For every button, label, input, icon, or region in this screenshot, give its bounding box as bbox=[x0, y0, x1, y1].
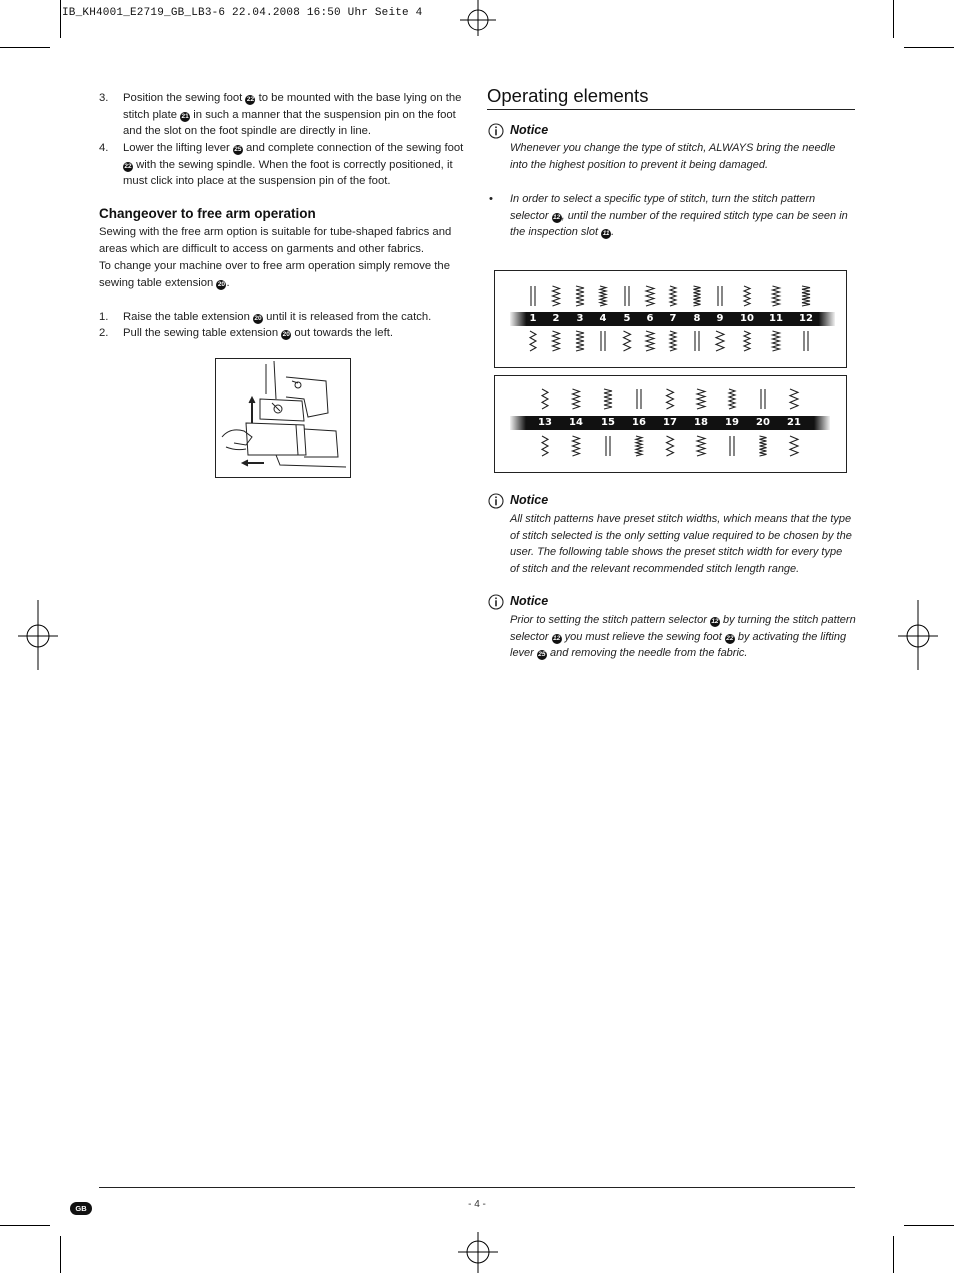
stitch-pattern-icon bbox=[624, 331, 631, 351]
stitch-number: 1 bbox=[529, 313, 537, 324]
crop-registration-mark-icon bbox=[460, 0, 496, 36]
reference-number-badge: 22 bbox=[124, 162, 132, 170]
stitch-number: 15 bbox=[601, 417, 615, 428]
stitch-pattern-panel-1-12 bbox=[494, 270, 847, 368]
title-rule bbox=[487, 109, 855, 110]
stitch-pattern-icon bbox=[530, 331, 536, 351]
text-run: by turning the stitch pattern selector bbox=[510, 614, 856, 643]
stitch-pattern-icon bbox=[600, 286, 606, 306]
stitch-number: 13 bbox=[538, 417, 552, 428]
text-run: out towards the left. bbox=[291, 327, 393, 339]
stitch-pattern-icon bbox=[576, 331, 584, 351]
list-number: 3. bbox=[99, 92, 109, 104]
list-text bbox=[123, 309, 471, 326]
stitch-pattern-icon bbox=[553, 331, 560, 351]
reference-number-badge: 20 bbox=[254, 315, 262, 322]
stitch-pattern-icon bbox=[802, 286, 810, 306]
text-run: In order to select a specific type of stitch, turn the stitch pattern selector bbox=[510, 193, 816, 222]
reference-number-badge: 12 bbox=[552, 634, 561, 642]
stitch-pattern-icon bbox=[542, 389, 548, 409]
stitch-pattern-icon bbox=[625, 286, 629, 306]
stitch-pattern-icon bbox=[573, 389, 580, 409]
list-number: 1. bbox=[99, 311, 109, 323]
crop-mark bbox=[904, 47, 954, 48]
text-run: and complete connection of the sewing foot bbox=[242, 142, 464, 154]
text-run: Position the sewing foot bbox=[123, 92, 246, 104]
text-run: Raise the table extension bbox=[123, 311, 253, 323]
stitch-number: 21 bbox=[787, 417, 801, 428]
reference-number-badge: 22 bbox=[246, 96, 255, 103]
stitch-pattern-icon bbox=[773, 286, 780, 306]
stitch-number: 2 bbox=[552, 313, 560, 324]
section-heading: Changeover to free arm operation bbox=[99, 206, 316, 221]
stitch-number: 18 bbox=[694, 417, 708, 428]
info-circle-icon bbox=[488, 123, 504, 139]
stitch-pattern-icon bbox=[697, 436, 705, 456]
text-run: , until the number of the required stitch type can be seen in the inspection slot bbox=[510, 209, 848, 239]
stitch-number: 16 bbox=[632, 417, 646, 428]
stitch-pattern-panel-13-21 bbox=[494, 375, 847, 473]
stitch-pattern-icon bbox=[670, 331, 676, 351]
crop-mark bbox=[60, 0, 61, 38]
stitch-pattern-icon bbox=[694, 286, 701, 306]
crop-registration-mark-icon bbox=[458, 1232, 498, 1273]
notice-text bbox=[510, 612, 856, 662]
stitch-number: 7 bbox=[669, 313, 677, 324]
page-number: - 4 - bbox=[468, 1199, 486, 1210]
notice-heading: Notice bbox=[510, 594, 549, 608]
notice-heading: Notice bbox=[510, 123, 549, 137]
crop-registration-mark-icon bbox=[898, 600, 938, 670]
reference-number-badge: 11 bbox=[602, 230, 610, 238]
stitch-pattern-icon bbox=[667, 436, 674, 456]
stitch-pattern-icon bbox=[718, 286, 722, 306]
paragraph: Sewing with the free arm option is suitable for tube-shaped fabrics and areas which are difficult to access on garments and other fabrics. bbox=[99, 226, 452, 255]
text-run: in such a manner that the suspension pin on the foot and the slot on the foot spindle are directly in line. bbox=[123, 108, 456, 138]
stitch-number: 6 bbox=[646, 313, 654, 324]
notice-text: Whenever you change the type of stitch, ALWAYS bring the needle into the highest position to prevent it being damaged. bbox=[510, 142, 836, 171]
stitch-pattern-icon bbox=[646, 286, 654, 306]
stitch-number: 8 bbox=[693, 313, 701, 324]
text-run: by activating the lifting lever bbox=[510, 630, 847, 660]
text-run: Pull the sewing table extension bbox=[123, 327, 282, 339]
stitch-number: 12 bbox=[799, 313, 813, 324]
stitch-pattern-icon bbox=[804, 331, 808, 351]
stitch-number: 19 bbox=[725, 417, 739, 428]
stitch-pattern-icon bbox=[697, 389, 705, 409]
stitch-pattern-icon bbox=[573, 436, 580, 456]
print-slug: IB_KH4001_E2719_GB_LB3-6 22.04.2008 16:50 Uhr Seite 4 bbox=[62, 7, 423, 19]
notice-text: All stitch patterns have preset stitch widths, which means that the type of stitch selected is the only setting value required to be chosen by the user. The following table shows the preset stitch width for every type of stitch and the relevant recommended stitch length range. bbox=[510, 513, 852, 576]
reference-number-badge: 22 bbox=[726, 634, 734, 642]
crop-mark bbox=[60, 1236, 61, 1273]
stitch-pattern-icon bbox=[670, 286, 676, 306]
stitch-pattern-icon bbox=[695, 331, 699, 351]
reference-number-badge: 25 bbox=[234, 146, 242, 153]
reference-number-badge: 20 bbox=[282, 331, 290, 338]
reference-number-badge: 21 bbox=[181, 112, 189, 120]
text-run: To change your machine over to free arm operation simply remove the sewing table extension bbox=[99, 260, 451, 289]
text-run: . bbox=[226, 276, 230, 289]
crop-mark bbox=[0, 1225, 50, 1226]
stitch-number: 14 bbox=[569, 417, 583, 428]
stitch-number: 5 bbox=[623, 313, 631, 324]
text-run: Lower the lifting lever bbox=[123, 142, 233, 154]
text-run: . bbox=[611, 226, 615, 239]
sewing-machine-drawing-icon bbox=[216, 359, 350, 477]
list-number: 2. bbox=[99, 327, 109, 339]
stitch-pattern-icon bbox=[744, 331, 750, 351]
stitch-pattern-icon bbox=[636, 436, 642, 456]
stitch-pattern-icon bbox=[646, 331, 654, 351]
footer-rule bbox=[99, 1187, 855, 1188]
section-heading-wrap bbox=[99, 206, 471, 221]
stitch-pattern-icon bbox=[729, 389, 735, 409]
stitch-pattern-icon bbox=[601, 331, 605, 351]
list-text bbox=[123, 90, 471, 140]
text-run: and removing the needle from the fabric. bbox=[546, 647, 748, 660]
notice-heading: Notice bbox=[510, 493, 549, 507]
stitch-number: 3 bbox=[576, 313, 584, 324]
stitch-number: 11 bbox=[769, 313, 783, 324]
info-circle-icon bbox=[488, 493, 504, 509]
reference-number-badge: 12 bbox=[711, 618, 719, 625]
crop-registration-mark-icon bbox=[18, 600, 58, 670]
stitch-pattern-icon bbox=[667, 389, 674, 409]
page-title: Operating elements bbox=[487, 85, 649, 106]
stitch-pattern-icon bbox=[790, 389, 798, 409]
stitch-pattern-icon bbox=[790, 436, 798, 456]
stitch-pattern-icon bbox=[716, 331, 724, 351]
bullet-marker: • bbox=[489, 193, 493, 205]
stitch-pattern-icon bbox=[773, 331, 780, 351]
stitch-pattern-icon bbox=[553, 286, 560, 306]
language-badge: GB bbox=[70, 1202, 92, 1215]
stitch-pattern-icon bbox=[637, 389, 641, 409]
stitch-number: 10 bbox=[740, 313, 754, 324]
stitch-number: 4 bbox=[599, 313, 607, 324]
list-text bbox=[123, 140, 471, 190]
stitch-pattern-icon bbox=[542, 436, 548, 456]
paragraph bbox=[99, 258, 471, 291]
stitch-pattern-icon bbox=[730, 436, 734, 456]
stitch-number: 17 bbox=[663, 417, 677, 428]
text-run: with the sewing spindle. When the foot is correctly positioned, it must click into place at the suspension pin of the foot. bbox=[123, 158, 453, 188]
stitch-glyphs bbox=[495, 271, 846, 367]
crop-mark bbox=[904, 1225, 954, 1226]
stitch-pattern-icon bbox=[760, 436, 767, 456]
stitch-glyphs bbox=[495, 376, 846, 472]
text-run: to be mounted with the base lying on the stitch plate bbox=[123, 92, 462, 121]
crop-mark bbox=[893, 0, 894, 38]
text-run: you must relieve the sewing foot bbox=[561, 630, 725, 643]
bullet-text bbox=[510, 191, 850, 241]
stitch-pattern-icon bbox=[576, 286, 584, 306]
list-number: 4. bbox=[99, 142, 109, 154]
stitch-pattern-icon bbox=[744, 286, 750, 306]
reference-number-badge: 20 bbox=[217, 280, 226, 288]
text-run: Prior to setting the stitch pattern selector bbox=[510, 614, 710, 626]
stitch-number: 9 bbox=[716, 313, 724, 324]
reference-number-badge: 25 bbox=[538, 651, 546, 659]
stitch-pattern-icon bbox=[531, 286, 535, 306]
stitch-pattern-icon bbox=[604, 389, 612, 409]
title-wrap bbox=[487, 85, 855, 107]
stitch-number: 20 bbox=[756, 417, 770, 428]
crop-mark bbox=[0, 47, 50, 48]
info-circle-icon bbox=[488, 594, 504, 610]
free-arm-illustration bbox=[215, 358, 351, 478]
text-run: until it is released from the catch. bbox=[263, 311, 432, 323]
reference-number-badge: 12 bbox=[552, 213, 561, 221]
stitch-pattern-icon bbox=[761, 389, 765, 409]
crop-mark bbox=[893, 1236, 894, 1273]
list-text bbox=[123, 325, 471, 342]
stitch-pattern-icon bbox=[606, 436, 610, 456]
